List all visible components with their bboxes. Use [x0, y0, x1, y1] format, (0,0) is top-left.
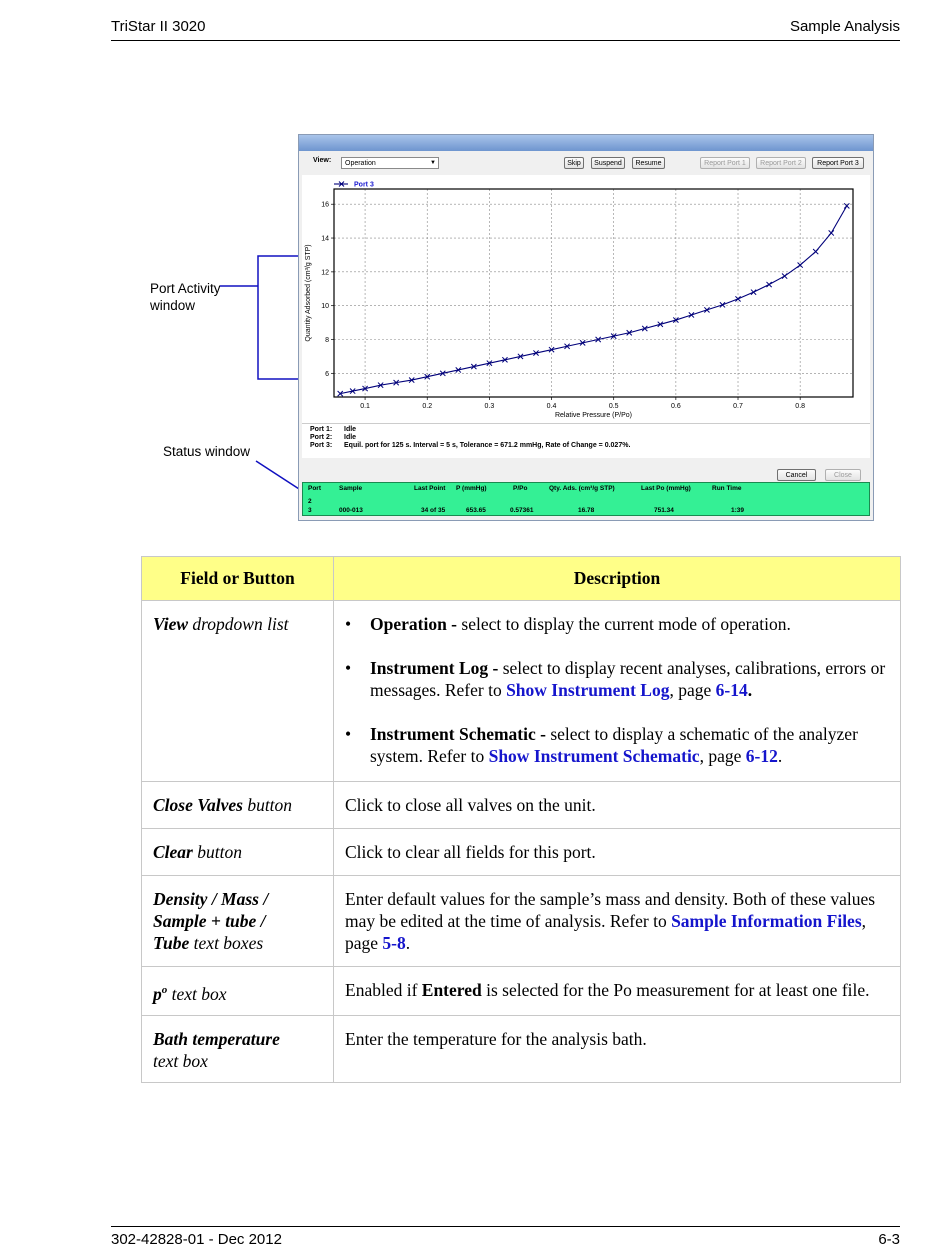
grid-cell-ppo: 0.57361	[510, 507, 534, 514]
x-tick-label: 0.7	[733, 403, 743, 410]
y-tick-label: 14	[321, 235, 329, 243]
field-name: Bath temperature	[153, 1029, 280, 1049]
field-type: button	[242, 795, 293, 815]
page-footer	[111, 1226, 900, 1253]
status-label-port1: Port 1:	[310, 426, 333, 433]
view-dropdown[interactable]	[341, 157, 439, 169]
callout-port-activity-line2: window	[150, 298, 196, 313]
list-item	[345, 723, 889, 767]
description-po	[334, 967, 901, 1016]
x-tick-label: 0.4	[546, 403, 557, 410]
status-label-port3: Port 3:	[310, 442, 333, 449]
list-item	[345, 613, 889, 635]
x-tick-label: 0.2	[422, 403, 433, 410]
grid-header-qty-ads: Qty. Ads. (cm³/g STP)	[549, 485, 615, 492]
grid-cell-last-point: 34 of 35	[421, 507, 446, 514]
suspend-button[interactable]: Suspend	[591, 157, 625, 169]
bullet-icon: •	[345, 724, 352, 744]
field-name-line1: Density / Mass /	[153, 889, 269, 909]
grid-cell-port: 3	[308, 507, 312, 514]
port-activity-screenshot	[298, 134, 874, 521]
description-close-valves: Click to close all valves on the unit.	[334, 782, 901, 829]
table-row	[142, 782, 901, 829]
option-text: select to display recent analyses, calibrations, errors or messages. Refer to	[370, 658, 886, 700]
report-port-3-button[interactable]: Report Port 3	[812, 157, 864, 169]
link-page-6-14[interactable]: 6-14	[715, 680, 748, 700]
x-tick-label: 0.5	[608, 403, 619, 410]
option-name: Operation -	[370, 614, 458, 634]
grid-header-port: Port	[308, 485, 321, 492]
view-label: View:	[313, 157, 332, 164]
y-tick-label: 10	[321, 303, 329, 311]
table-row	[142, 829, 901, 876]
y-tick-label: 8	[325, 337, 329, 345]
field-po	[142, 967, 334, 1016]
grid-cell-sample: 000-013	[339, 507, 363, 514]
field-name: p	[153, 983, 162, 1004]
description-bold: Entered	[421, 980, 482, 1000]
table-header-row	[142, 557, 901, 601]
chevron-down-icon: ▼	[430, 160, 436, 166]
grid-header-last-po: Last Po (mmHg)	[641, 485, 691, 492]
grid-header-sample: Sample	[339, 485, 363, 492]
x-axis-label: Relative Pressure (P/Po)	[554, 412, 633, 419]
callout-port-activity-line1: Port Activity	[150, 281, 221, 296]
bullet-icon: •	[345, 614, 352, 634]
cancel-button[interactable]: Cancel	[777, 469, 816, 481]
data-point-marker	[720, 302, 725, 307]
data-point-marker	[766, 282, 771, 287]
data-point-marker	[829, 230, 834, 235]
status-window-grid	[302, 482, 870, 516]
field-clear	[142, 829, 334, 876]
y-tick-label: 16	[321, 201, 329, 209]
header-section: Sample Analysis	[789, 18, 900, 35]
field-bath-temperature	[142, 1016, 334, 1083]
list-item	[345, 657, 889, 701]
field-type: dropdown list	[188, 614, 289, 634]
page-word: , page	[699, 746, 746, 766]
data-point-marker	[782, 273, 787, 278]
description-text: Enabled if	[345, 980, 422, 1000]
description-text: Enter default values for the sample’s mass and density. Both of these values may be edited at the time of analysis. Refer to	[345, 889, 876, 931]
field-name: Close Valves	[153, 795, 243, 815]
description-density-mass	[334, 876, 901, 967]
bullet-icon: •	[345, 658, 352, 678]
x-tick-label: 0.8	[795, 403, 806, 410]
field-close-valves	[142, 782, 334, 829]
x-tick-label: 0.6	[670, 403, 681, 410]
option-name: Instrument Schematic -	[370, 724, 546, 744]
option-name: Instrument Log -	[370, 658, 499, 678]
port-activity-plot	[302, 175, 870, 423]
grid-cell-pressure: 653.65	[466, 507, 486, 514]
footer-doc-number: 302-42828-01 - Dec 2012	[111, 1231, 282, 1248]
data-point-marker	[704, 307, 709, 312]
plot-frame	[334, 189, 853, 397]
grid-cell-run-time: 1:39	[731, 507, 745, 514]
grid-row-port: 2	[308, 498, 312, 505]
y-tick-label: 12	[321, 269, 329, 277]
table-row	[142, 1016, 901, 1083]
field-density-mass	[142, 876, 334, 967]
field-name: Clear	[153, 842, 193, 862]
header-product: TriStar II 3020	[111, 18, 206, 35]
option-text: select to display the current mode of operation.	[457, 614, 791, 634]
header-description: Description	[334, 557, 901, 601]
grid-cell-qty-ads: 16.78	[578, 507, 595, 514]
link-page-5-8[interactable]: 5-8	[382, 933, 406, 953]
status-value-port2: Idle	[344, 434, 357, 441]
close-button[interactable]: Close	[825, 469, 861, 481]
view-dropdown-value: Operation	[345, 160, 376, 167]
field-view-dropdown	[142, 601, 334, 782]
y-axis-label: Quantity Adsorbed (cm³/g STP)	[305, 244, 312, 342]
period: .	[405, 933, 411, 953]
link-show-instrument-schematic[interactable]: Show Instrument Schematic	[488, 746, 700, 766]
table-row	[142, 967, 901, 1016]
status-value-port3: Equil. port for 125 s. Interval = 5 s, Tolerance = 671.2 mmHg, Rate of Change = 0.027%.	[344, 442, 631, 449]
field-name-line3: Tube	[153, 933, 190, 953]
description-view-dropdown	[334, 601, 901, 782]
skip-button[interactable]: Skip	[564, 157, 584, 169]
grid-header-ppo: P/Po	[513, 485, 528, 492]
report-port-1-button[interactable]: Report Port 1	[700, 157, 750, 169]
field-type: button	[192, 842, 242, 862]
grid-cell-last-po: 751.34	[654, 507, 674, 514]
grid-header-last-point: Last Point	[414, 485, 446, 492]
link-show-instrument-log[interactable]: Show Instrument Log	[506, 680, 670, 700]
option-text: select to display a schematic of the analyzer system. Refer to	[370, 724, 858, 766]
legend-label: Port 3	[354, 181, 374, 189]
description-clear: Click to clear all fields for this port.	[334, 829, 901, 876]
status-value-port1: Idle	[344, 426, 357, 433]
grid-header-pressure: P (mmHg)	[456, 485, 487, 492]
field-type: text box	[167, 983, 227, 1004]
series-line	[340, 206, 847, 394]
field-type: text boxes	[189, 933, 264, 953]
callout-status: Status window	[163, 444, 251, 459]
x-tick-label: 0.1	[360, 403, 370, 410]
y-tick-label: 6	[325, 370, 329, 378]
field-name-line2: Sample + tube /	[153, 911, 266, 931]
report-port-2-button[interactable]: Report Port 2	[756, 157, 806, 169]
table-row	[142, 876, 901, 967]
data-point-marker	[751, 290, 756, 295]
resume-button[interactable]: Resume	[632, 157, 665, 169]
data-point-marker	[689, 312, 694, 317]
period: .	[777, 746, 783, 766]
footer-page-number: 6-3	[878, 1231, 900, 1248]
period: .	[747, 680, 753, 700]
field-description-table	[141, 556, 901, 1083]
isotherm-chart	[302, 175, 870, 423]
page-word: , page	[345, 911, 867, 953]
x-tick-label: 0.3	[484, 403, 495, 410]
description-text-end: is selected for the Po measurement for at least one file.	[481, 980, 870, 1000]
window-titlebar	[299, 135, 873, 151]
field-name-superscript: o	[161, 984, 168, 996]
status-label-port2: Port 2:	[310, 434, 333, 441]
link-sample-information-files[interactable]: Sample Information Files	[671, 911, 862, 931]
header-field-or-button: Field or Button	[142, 557, 334, 601]
status-text-panel	[302, 423, 870, 458]
link-page-6-12[interactable]: 6-12	[745, 746, 778, 766]
data-point-marker	[813, 249, 818, 254]
field-type: text box	[153, 1051, 208, 1071]
page-word: , page	[669, 680, 716, 700]
grid-header-run-time: Run Time	[712, 485, 742, 492]
description-bath-temperature: Enter the temperature for the analysis bath.	[334, 1016, 901, 1083]
table-row	[142, 601, 901, 782]
field-name: View	[153, 614, 189, 634]
